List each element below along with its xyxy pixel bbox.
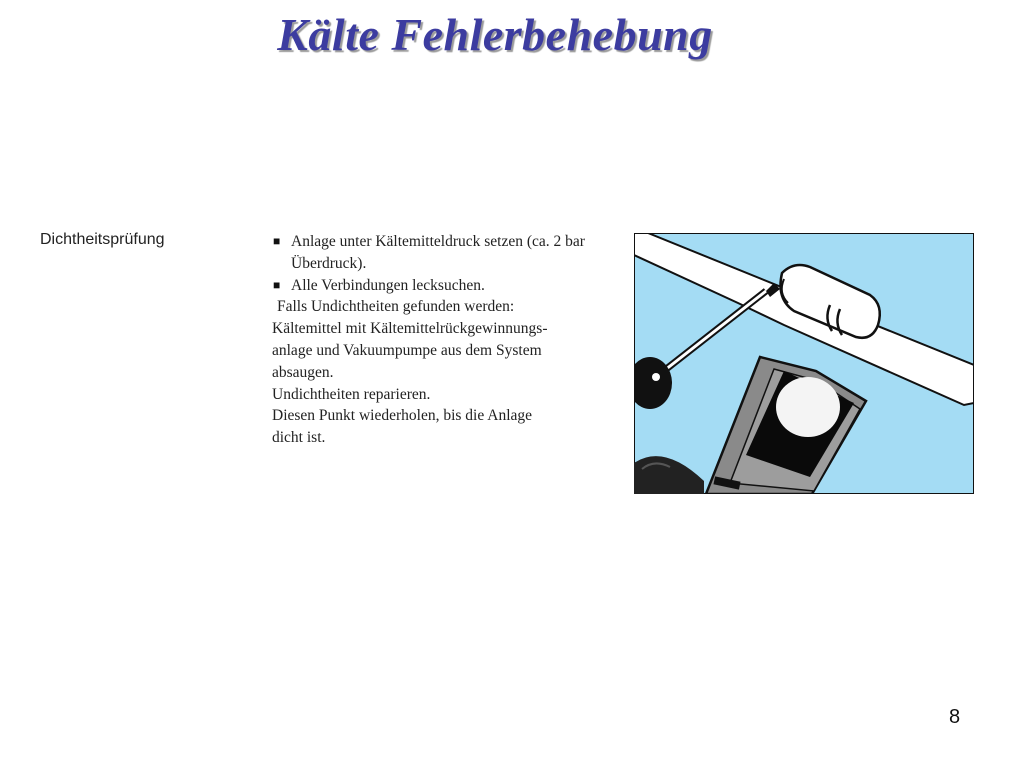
step-line: Kältemittel mit Kältemittelrückgewinnungs-	[272, 320, 548, 338]
slide-title: Kälte Fehlerbehebung	[277, 9, 713, 60]
step-line: Diesen Punkt wiederholen, bis die Anlage	[272, 407, 533, 425]
step-line: absaugen.	[272, 363, 334, 381]
detector-display	[776, 377, 840, 437]
list-item	[272, 231, 613, 275]
steps-text-block	[272, 231, 612, 449]
square-bullet-icon: ■	[273, 277, 281, 292]
step-text: Alle Verbindungen lecksuchen.	[291, 276, 485, 294]
step-line: Falls Undichtheiten gefunden werden:	[277, 298, 515, 316]
leak-detector-illustration	[634, 233, 974, 494]
section-label: Dichtheitsprüfung	[40, 231, 165, 248]
list-item	[272, 275, 612, 297]
step-line: anlage und Vakuumpumpe aus dem System	[272, 341, 542, 359]
page-number: 8	[949, 706, 961, 728]
square-bullet-icon: ■	[273, 234, 281, 248]
step-line: Undichtheiten reparieren.	[272, 385, 431, 403]
step-line: dicht ist.	[272, 429, 326, 447]
step-text: Anlage unter Kältemitteldruck setzen (ca. 2 bar Überdruck).	[291, 233, 585, 272]
